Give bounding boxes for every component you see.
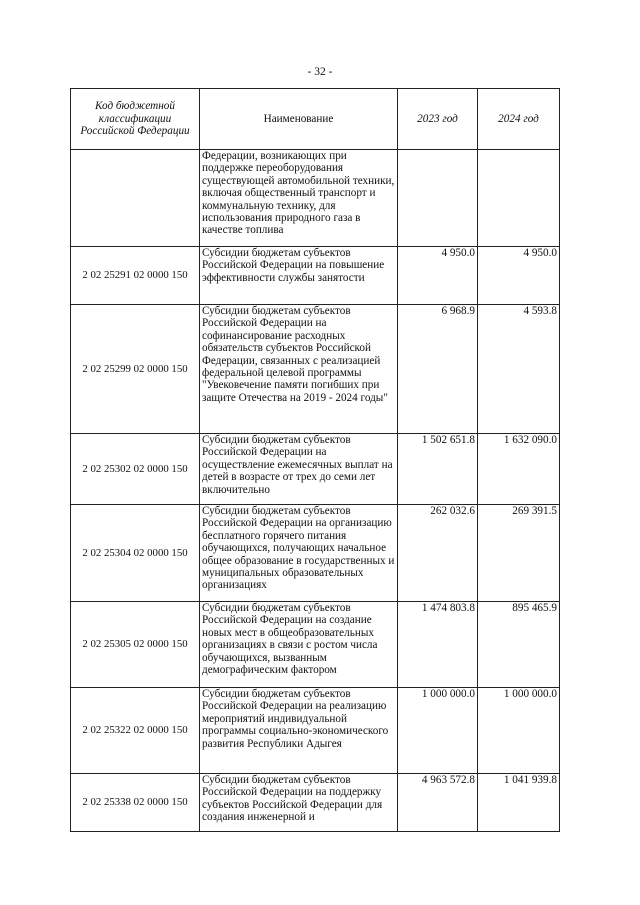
row-code: 2 02 25302 02 0000 150 bbox=[71, 434, 200, 505]
row-name: Субсидии бюджетам субъектов Российской Федерации на поддержку субъектов Российской Федерации для создания инженерной и bbox=[200, 774, 398, 832]
row-2024: 1 041 939.8 bbox=[478, 774, 560, 832]
row-code: 2 02 25322 02 0000 150 bbox=[71, 688, 200, 774]
row-2023 bbox=[398, 150, 478, 247]
row-code: 2 02 25299 02 0000 150 bbox=[71, 305, 200, 434]
row-2024: 269 391.5 bbox=[478, 505, 560, 602]
row-name: Субсидии бюджетам субъектов Российской Федерации на повышение эффективности службы занятости bbox=[200, 247, 398, 305]
row-2023: 4 963 572.8 bbox=[398, 774, 478, 832]
row-code: 2 02 25291 02 0000 150 bbox=[71, 247, 200, 305]
page-number: - 32 - bbox=[307, 66, 333, 78]
row-2024: 4 950.0 bbox=[478, 247, 560, 305]
row-2023: 262 032.6 bbox=[398, 505, 478, 602]
table-row bbox=[71, 688, 560, 774]
row-2023: 4 950.0 bbox=[398, 247, 478, 305]
row-2024: 895 465.9 bbox=[478, 602, 560, 688]
table-row bbox=[71, 305, 560, 434]
row-name: Федерации, возникающих при поддержке переоборудования существующей автомобильной техники, включая общественный транспорт и коммунальную технику, для использования природного газа в качестве топлива bbox=[200, 150, 398, 247]
header-name: Наименование bbox=[200, 89, 398, 150]
budget-table bbox=[70, 88, 560, 832]
table-row bbox=[71, 247, 560, 305]
row-2023: 6 968.9 bbox=[398, 305, 478, 434]
header-code: Код бюджетной классификации Российской Федерации bbox=[71, 89, 200, 150]
row-2023: 1 502 651.8 bbox=[398, 434, 478, 505]
row-name: Субсидии бюджетам субъектов Российской Федерации на реализацию мероприятий индивидуальной программы социально-экономического развития Республики Адыгея bbox=[200, 688, 398, 774]
row-code bbox=[71, 150, 200, 247]
row-2024: 1 632 090.0 bbox=[478, 434, 560, 505]
row-code: 2 02 25338 02 0000 150 bbox=[71, 774, 200, 832]
row-name: Субсидии бюджетам субъектов Российской Федерации на создание новых мест в общеобразовательных организациях в связи с ростом числа обучающихся, вызванным демографическим фактором bbox=[200, 602, 398, 688]
table-row bbox=[71, 505, 560, 602]
table-row bbox=[71, 774, 560, 832]
table-row bbox=[71, 602, 560, 688]
table-header-row bbox=[71, 89, 560, 150]
row-name: Субсидии бюджетам субъектов Российской Федерации на осуществление ежемесячных выплат на детей в возрасте от трех до семи лет включительно bbox=[200, 434, 398, 505]
row-2023: 1 474 803.8 bbox=[398, 602, 478, 688]
table-row bbox=[71, 434, 560, 505]
row-name: Субсидии бюджетам субъектов Российской Федерации на организацию бесплатного горячего питания обучающихся, получающих начальное общее образование в государственных и муниципальных образовательных организациях bbox=[200, 505, 398, 602]
row-2024: 1 000 000.0 bbox=[478, 688, 560, 774]
header-2023: 2023 год bbox=[398, 89, 478, 150]
table-row bbox=[71, 150, 560, 247]
header-2024: 2024 год bbox=[478, 89, 560, 150]
row-code: 2 02 25304 02 0000 150 bbox=[71, 505, 200, 602]
row-2023: 1 000 000.0 bbox=[398, 688, 478, 774]
row-2024: 4 593.8 bbox=[478, 305, 560, 434]
row-code: 2 02 25305 02 0000 150 bbox=[71, 602, 200, 688]
row-2024 bbox=[478, 150, 560, 247]
row-name: Субсидии бюджетам субъектов Российской Федерации на софинансирование расходных обязательств субъектов Российской Федерации, связанных с реализацией федеральной целевой программы "Увековечение памяти погибших при защите Отечества на 2019 - 2024 годы" bbox=[200, 305, 398, 434]
